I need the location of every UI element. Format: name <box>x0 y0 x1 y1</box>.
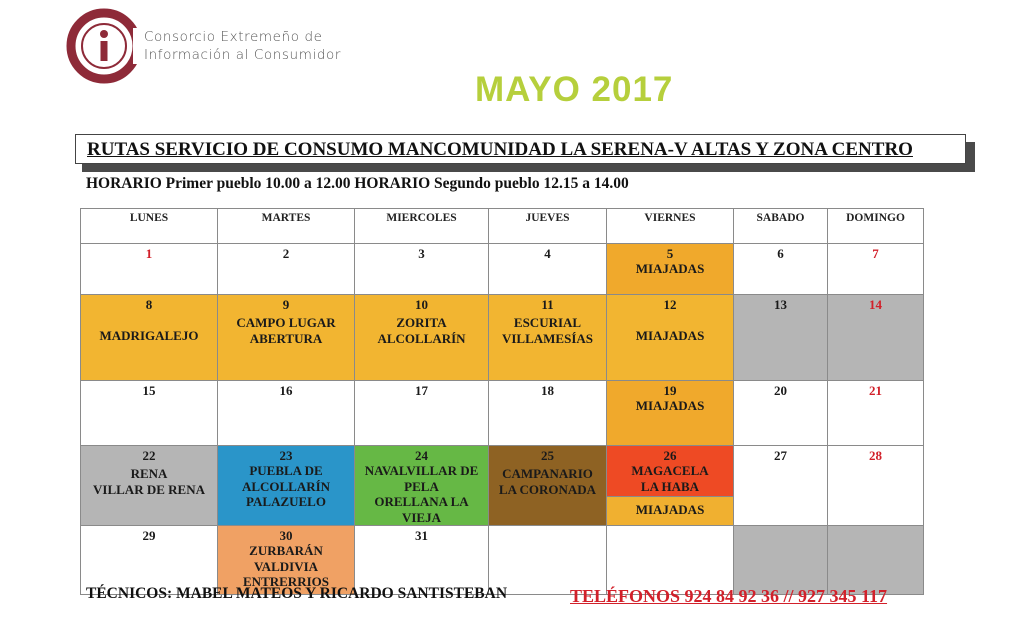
day-number: 14 <box>869 297 882 312</box>
route-town: MIAJADAS <box>635 398 705 413</box>
day-number: 15 <box>142 383 156 398</box>
day-number: 11 <box>541 297 554 312</box>
calendar-day-cell <box>218 381 355 446</box>
split-bottom-route <box>607 497 733 525</box>
day-number <box>734 526 827 528</box>
day-number: 31 <box>415 528 428 543</box>
calendar-day-cell <box>489 381 607 446</box>
calendar-day-cell <box>607 381 734 446</box>
route-town: ZORITA ALCOLLARÍN <box>377 315 466 346</box>
route-town: MIAJADAS <box>635 328 705 343</box>
calendar-day-cell <box>489 446 607 526</box>
calendar-day-cell <box>734 244 828 295</box>
day-number: 27 <box>774 448 787 463</box>
calendar-day-cell <box>81 244 218 295</box>
route-town: PUEBLA DE ALCOLLARÍN PALAZUELO <box>241 463 331 509</box>
weekday-header: LUNES <box>81 209 218 244</box>
calendar-table <box>80 208 924 595</box>
day-number <box>607 526 733 528</box>
weekday-header: DOMINGO <box>828 209 924 244</box>
week-row <box>81 244 924 295</box>
consorcio-logo <box>64 8 146 84</box>
day-number: 6 <box>777 246 784 261</box>
day-number: 12 <box>663 297 677 312</box>
calendar-day-cell <box>734 446 828 526</box>
weekday-header: SABADO <box>734 209 828 244</box>
technicians-text: TÉCNICOS: MABEL MATEOS Y RICARDO SANTISTEBAN <box>86 585 508 602</box>
phones-text: TELÉFONOS 924 84 92 36 // 927 345 117 <box>570 586 888 606</box>
weekday-header: VIERNES <box>607 209 734 244</box>
route-town: MIAJADAS <box>635 502 705 517</box>
route-town: CAMPANARIO LA CORONADA <box>498 466 597 497</box>
day-number <box>828 526 923 528</box>
day-number: 28 <box>869 448 882 463</box>
calendar-day-cell <box>828 295 924 381</box>
calendar-day-cell <box>607 526 734 595</box>
calendar-day-cell <box>355 381 489 446</box>
day-number: 25 <box>541 448 554 463</box>
calendar-day-cell <box>81 446 218 526</box>
calendar-day-cell <box>81 295 218 381</box>
schedule-text: HORARIO Primer pueblo 10.00 a 12.00 HORARIO Segundo pueblo 12.15 a 14.00 <box>86 175 629 192</box>
weekday-header-row <box>81 209 924 244</box>
day-number: 17 <box>415 383 428 398</box>
day-number: 20 <box>774 383 787 398</box>
day-number: 13 <box>774 297 787 312</box>
day-number <box>489 526 606 528</box>
weekday-header: MARTES <box>218 209 355 244</box>
day-number: 26 <box>663 448 677 463</box>
route-town: ESCURIAL VILLAMESÍAS <box>501 315 594 346</box>
route-town: NAVALVILLAR DE PELA ORELLANA LA VIEJA <box>364 463 479 525</box>
weekday-header: JUEVES <box>489 209 607 244</box>
route-town: ZURBARÁN VALDIVIA ENTRERRIOS <box>243 543 329 589</box>
week-row <box>81 381 924 446</box>
calendar-day-cell <box>355 244 489 295</box>
calendar-day-cell <box>734 526 828 595</box>
calendar-body <box>81 244 924 595</box>
calendar-day-cell <box>607 446 734 526</box>
calendar-day-cell <box>734 295 828 381</box>
organization-name <box>144 28 341 64</box>
route-town: CAMPO LUGAR ABERTURA <box>236 315 336 346</box>
day-number: 9 <box>282 297 290 312</box>
calendar-day-cell <box>218 446 355 526</box>
org-line-2: Información al Consumidor <box>144 47 341 63</box>
org-line-1: Consorcio Extremeño de <box>144 29 323 45</box>
calendar-day-cell <box>81 381 218 446</box>
calendar-day-cell <box>218 295 355 381</box>
day-number: 2 <box>282 246 290 261</box>
route-town: MIAJADAS <box>635 261 705 276</box>
day-number: 1 <box>145 246 153 261</box>
banner-text: RUTAS SERVICIO DE CONSUMO MANCOMUNIDAD LA SERENA-V ALTAS Y ZONA CENTRO <box>87 139 913 160</box>
calendar-day-cell <box>607 244 734 295</box>
week-row <box>81 295 924 381</box>
calendar-day-cell <box>355 295 489 381</box>
calendar-day-cell <box>828 244 924 295</box>
calendar-day-cell <box>489 244 607 295</box>
route-town: RENA VILLAR DE RENA <box>93 466 205 497</box>
calendar-day-cell <box>734 381 828 446</box>
day-number: 24 <box>415 448 428 463</box>
day-number: 3 <box>418 246 425 261</box>
calendar-day-cell <box>828 526 924 595</box>
day-number: 10 <box>415 297 428 312</box>
calendar-day-cell <box>607 295 734 381</box>
calendar-day-cell <box>828 446 924 526</box>
day-number: 4 <box>544 246 551 261</box>
calendar-day-cell <box>355 446 489 526</box>
route-banner <box>75 134 966 164</box>
calendar-day-cell <box>828 381 924 446</box>
day-number: 7 <box>872 246 879 261</box>
month-title: MAYO 2017 <box>475 70 674 109</box>
day-number: 23 <box>279 448 293 463</box>
route-town: MADRIGALEJO <box>99 328 199 343</box>
day-number: 16 <box>279 383 293 398</box>
week-row <box>81 446 924 526</box>
day-number: 21 <box>869 383 882 398</box>
day-number: 30 <box>279 528 293 543</box>
calendar-day-cell <box>489 295 607 381</box>
route-town: MAGACELA LA HABA <box>631 463 709 494</box>
day-number: 8 <box>145 297 153 312</box>
weekday-header: MIERCOLES <box>355 209 489 244</box>
day-number: 29 <box>142 528 156 543</box>
calendar-day-cell <box>218 244 355 295</box>
day-number: 22 <box>142 448 156 463</box>
day-number: 18 <box>541 383 554 398</box>
split-top-route <box>607 446 733 497</box>
day-number: 5 <box>666 246 674 261</box>
day-number: 19 <box>663 383 677 398</box>
